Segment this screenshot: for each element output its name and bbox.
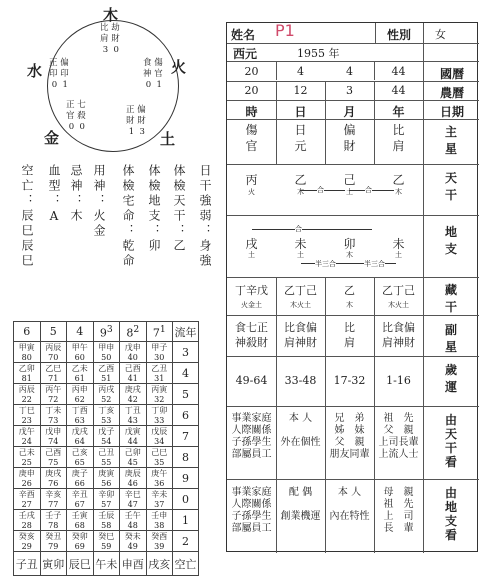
luck-header: 流年: [173, 322, 199, 342]
luck-cell: 己酉41: [120, 363, 147, 384]
canggan-cell: 丁辛戊: [235, 284, 268, 297]
luck-cell: 甲申50: [93, 342, 120, 363]
luck-cell: 丁酉63: [67, 405, 94, 426]
guoli-label: 國曆: [439, 67, 464, 81]
luck-cell: 癸酉39: [146, 531, 173, 552]
luck-cell: 甲寅80: [14, 342, 41, 363]
summary-yongshen: 用神：火金: [92, 164, 106, 239]
main_stars-cell: 比 肩: [392, 123, 405, 153]
luck-year: 2: [173, 531, 199, 552]
luck-year: 4: [173, 363, 199, 384]
kongwang-cell: 空亡: [173, 552, 199, 576]
fire-gods: 食 傷 神 官 0 1: [143, 58, 163, 90]
luck-cell: 丁卯33: [146, 405, 173, 426]
kongwang-cell: 子丑: [14, 552, 41, 576]
luck-cell: 丙申62: [67, 384, 94, 405]
nongli-cell: 3: [346, 84, 353, 97]
fuxing-cell: 食七正 神殺財: [235, 321, 268, 349]
luck-cell: 己卯45: [120, 447, 147, 468]
suiyun-cell: 49-64: [235, 374, 268, 387]
luck-row: [14, 468, 199, 489]
main-star-label: 主星: [444, 125, 457, 156]
guoli-cell: 4: [297, 65, 304, 78]
kongwang-cell: 午未: [93, 552, 120, 576]
summary-kongwang: 空亡：辰巳辰巳: [20, 164, 34, 269]
luck-cell: 丙辰22: [14, 384, 41, 405]
tiangan-el-cell: 木: [297, 188, 304, 196]
luck-cell: 丙午72: [40, 384, 67, 405]
luck-cell: 丙辰70: [40, 342, 67, 363]
luck-cell: 丁未73: [40, 405, 67, 426]
element-wood: 木: [103, 6, 119, 24]
luck-cell: 己未25: [14, 447, 41, 468]
summary-jishen: 忌神：木: [69, 164, 83, 224]
canggan-cell: 乙丁己: [284, 284, 317, 297]
luck-cell: 癸卯69: [67, 531, 94, 552]
tiangan-el-cell: 土: [346, 188, 353, 196]
earth-gods: 正 偏 財 財 1 3: [126, 105, 146, 137]
element-water: 水: [27, 62, 43, 80]
luck-cell: 庚戌42: [120, 384, 147, 405]
luck-cell: 癸亥29: [14, 531, 41, 552]
luck-cell: 己亥65: [67, 447, 94, 468]
luck-cell: 壬申38: [146, 510, 173, 531]
summary-xuexing: 血型：A: [47, 164, 61, 226]
luck-cell: 癸巳59: [93, 531, 120, 552]
luck-row: [14, 489, 199, 510]
luck-cell: 辛酉27: [14, 489, 41, 510]
pillars-cell: 年: [392, 105, 405, 119]
kongwang-cell: 辰巳: [67, 552, 94, 576]
nongli-cell: 20: [244, 84, 259, 97]
luck-cell: 戊戌64: [67, 426, 94, 447]
luck-year: 6: [173, 405, 199, 426]
dizhi-look-label: 由地支看: [444, 486, 457, 542]
wood-gods: 比 劫 肩 財 3 0: [100, 23, 120, 55]
luck-cell: 戊午24: [14, 426, 41, 447]
luck-year: 7: [173, 426, 199, 447]
summary-riqiang: 日干強弱：身強: [198, 164, 212, 269]
sanhe-2: 半三合: [364, 260, 385, 268]
dizhi-cell: 未: [294, 237, 307, 251]
nongli-cell: 44: [391, 84, 406, 97]
luck-year: 5: [173, 384, 199, 405]
luck-table: [13, 321, 199, 576]
metal-gods: 正 七 官 殺 0 0: [66, 100, 86, 132]
luck-cell: 戊申40: [120, 342, 147, 363]
tiangan-cell: 丙: [245, 173, 258, 187]
canggan-cell: 乙丁己: [382, 284, 415, 297]
luck-header: 6: [14, 322, 41, 342]
xiyuan-label: 西元: [233, 47, 258, 61]
luck-cell: 甲午60: [67, 342, 94, 363]
luck-cell: 辛卯57: [93, 489, 120, 510]
luck-cell: 己酉75: [40, 447, 67, 468]
canggan-el-cell: 火金土: [241, 301, 262, 309]
fuxing-cell: 比 肩: [344, 321, 355, 349]
luck-cell: 壬辰58: [93, 510, 120, 531]
luck-cell: 乙酉51: [93, 363, 120, 384]
element-metal: 金: [44, 129, 60, 147]
luck-row: [14, 531, 199, 552]
tiangan-el-cell: 木: [395, 188, 402, 196]
tiangan_look-cell: 本 人 外在個性: [280, 413, 321, 448]
luck-year: 8: [173, 447, 199, 468]
dizhi_look-cell: 事業家庭 人際關係 子孫學生 部屬員工: [231, 487, 272, 534]
summary-zhaiming: 体檢宅命：乾命: [121, 164, 135, 269]
luck-year: 3: [173, 342, 199, 363]
luck-row: [14, 447, 199, 468]
luck-cell: 乙未61: [67, 363, 94, 384]
gender-label: 性別: [387, 28, 412, 42]
pillars-cell: 日: [294, 105, 307, 119]
luck-row: [14, 363, 199, 384]
luck-row: [14, 510, 199, 531]
luck-cell: 甲子30: [146, 342, 173, 363]
summary-tianyi: 体檢天干：乙: [172, 164, 186, 254]
nongli-cell: 12: [293, 84, 308, 97]
canggan-el-cell: 木火土: [388, 301, 409, 309]
dizhi_look-cell: 母 親 祖 先 上 司 長 輩: [383, 487, 414, 534]
luck-cell: 戊申74: [40, 426, 67, 447]
luck-header: $9^3$: [93, 322, 120, 342]
element-fire: 火: [171, 58, 187, 76]
luck-cell: 己巳35: [146, 447, 173, 468]
canggan-cell: 乙: [344, 284, 355, 297]
dizhi-cell: 未: [392, 237, 405, 251]
pillars-label: 日期: [439, 105, 464, 119]
tiangan_look-cell: 兄 弟 姊 妹 父 親 朋友同輩: [329, 413, 370, 460]
suiyun-cell: 1-16: [386, 374, 411, 387]
luck-cell: 己丑55: [93, 447, 120, 468]
bazi-chart: [226, 22, 478, 552]
luck-row: [14, 384, 199, 405]
luck-cell: 丙寅32: [146, 384, 173, 405]
luck-cell: 乙巳71: [40, 363, 67, 384]
guoli-cell: 20: [244, 65, 259, 78]
luck-year: 9: [173, 468, 199, 489]
luck-cell: 壬寅68: [67, 510, 94, 531]
luck-cell: 庚申26: [14, 468, 41, 489]
luck-cell: 庚辰46: [120, 468, 147, 489]
dizhi-el-cell: 土: [395, 251, 402, 259]
tiangan-cell: 乙: [392, 173, 405, 187]
guoli-cell: 4: [346, 65, 353, 78]
main_stars-cell: 傷 官: [245, 123, 258, 153]
tiangan-look-label: 由天干看: [444, 413, 457, 469]
xiyuan-value: 1955 年: [297, 47, 340, 60]
main_stars-cell: 偏 財: [343, 123, 356, 153]
nongli-label: 農曆: [439, 86, 464, 100]
luck-year: 0: [173, 489, 199, 510]
luck-row: [14, 342, 199, 363]
gender-value: 女: [435, 28, 446, 41]
fuxing-cell: 比食偏 肩神財: [284, 321, 317, 349]
luck-header: 4: [67, 322, 94, 342]
tiangan-he-2: 合: [365, 186, 372, 194]
luck-cell: 壬子78: [40, 510, 67, 531]
luck-cell: 丁丑43: [120, 405, 147, 426]
dizhi-el-cell: 土: [297, 251, 304, 259]
dizhi-cell: 戌: [245, 237, 258, 251]
luck-cell: 庚戌76: [40, 468, 67, 489]
luck-cell: 庚子66: [67, 468, 94, 489]
luck-cell: 乙卯81: [14, 363, 41, 384]
kongwang-cell: 寅卯: [40, 552, 67, 576]
suiyun-cell: 33-48: [284, 374, 317, 387]
luck-cell: 辛未37: [146, 489, 173, 510]
dizhi_look-cell: 配 偶 創業機運: [280, 487, 321, 522]
canggan-el-cell: 木火土: [290, 301, 311, 309]
tiangan-cell: 己: [343, 173, 356, 187]
luck-cell: 壬戌28: [14, 510, 41, 531]
luck-cell: 庚寅56: [93, 468, 120, 489]
suiyun-cell: 17-32: [333, 374, 366, 387]
luck-cell: 辛巳47: [120, 489, 147, 510]
fuxing-cell: 比食偏 肩神財: [382, 321, 415, 349]
dizhi-cell: 卯: [343, 237, 356, 251]
luck-cell: 乙丑31: [146, 363, 173, 384]
pillars-cell: 時: [245, 105, 258, 119]
luck-row: [14, 426, 199, 447]
fuxing-label: 副星: [444, 323, 457, 354]
luck-cell: 丁巳23: [14, 405, 41, 426]
tiangan_look-cell: 祖 先 父 親 上司長輩 上流人士: [378, 413, 419, 460]
luck-cell: 戊辰34: [146, 426, 173, 447]
main_stars-cell: 日 元: [294, 123, 307, 153]
name-label: 姓名: [231, 28, 256, 42]
luck-year: 1: [173, 510, 199, 531]
luck-cell: 辛亥77: [40, 489, 67, 510]
canggan-el-cell: 木: [346, 301, 353, 309]
kongwang-cell: 戌亥: [146, 552, 173, 576]
guoli-cell: 44: [391, 65, 406, 78]
dizhi-el-cell: 木: [346, 251, 353, 259]
kongwang-cell: 申酉: [120, 552, 147, 576]
tiangan-label: 天干: [444, 171, 457, 202]
summary-dizhi: 体檢地支：卯: [147, 164, 161, 254]
dizhi-he: 合: [295, 225, 302, 233]
element-earth: 土: [160, 130, 176, 148]
luck-cell: 癸未49: [120, 531, 147, 552]
tiangan_look-cell: 事業家庭 人際關係 子孫學生 部屬員工: [231, 413, 272, 460]
water-gods: 正 偏 印 印 0 1: [49, 58, 69, 90]
luck-cell: 壬午48: [120, 510, 147, 531]
luck-header: $8^2$: [120, 322, 147, 342]
suiyun-label: 歲運: [444, 363, 457, 394]
luck-row: [14, 405, 199, 426]
luck-cell: 丁亥53: [93, 405, 120, 426]
luck-cell: 戊寅44: [120, 426, 147, 447]
sanhe-1: 半三合: [315, 260, 336, 268]
luck-cell: 辛丑67: [67, 489, 94, 510]
tiangan-cell: 乙: [294, 173, 307, 187]
luck-cell: 庚午36: [146, 468, 173, 489]
tiangan-he-1: 合: [317, 186, 324, 194]
luck-cell: 丙戌52: [93, 384, 120, 405]
luck-header: 5: [40, 322, 67, 342]
tiangan-el-cell: 火: [248, 188, 255, 196]
luck-cell: 癸丑79: [40, 531, 67, 552]
dizhi_look-cell: 本 人 內在特性: [329, 487, 370, 522]
dizhi-label: 地支: [444, 225, 457, 256]
dizhi-el-cell: 土: [248, 251, 255, 259]
luck-cell: 戊子54: [93, 426, 120, 447]
canggan-label: 藏干: [444, 283, 457, 314]
pillars-cell: 月: [343, 105, 356, 119]
luck-header: $7^1$: [146, 322, 173, 342]
name-value[interactable]: P1: [275, 21, 295, 40]
